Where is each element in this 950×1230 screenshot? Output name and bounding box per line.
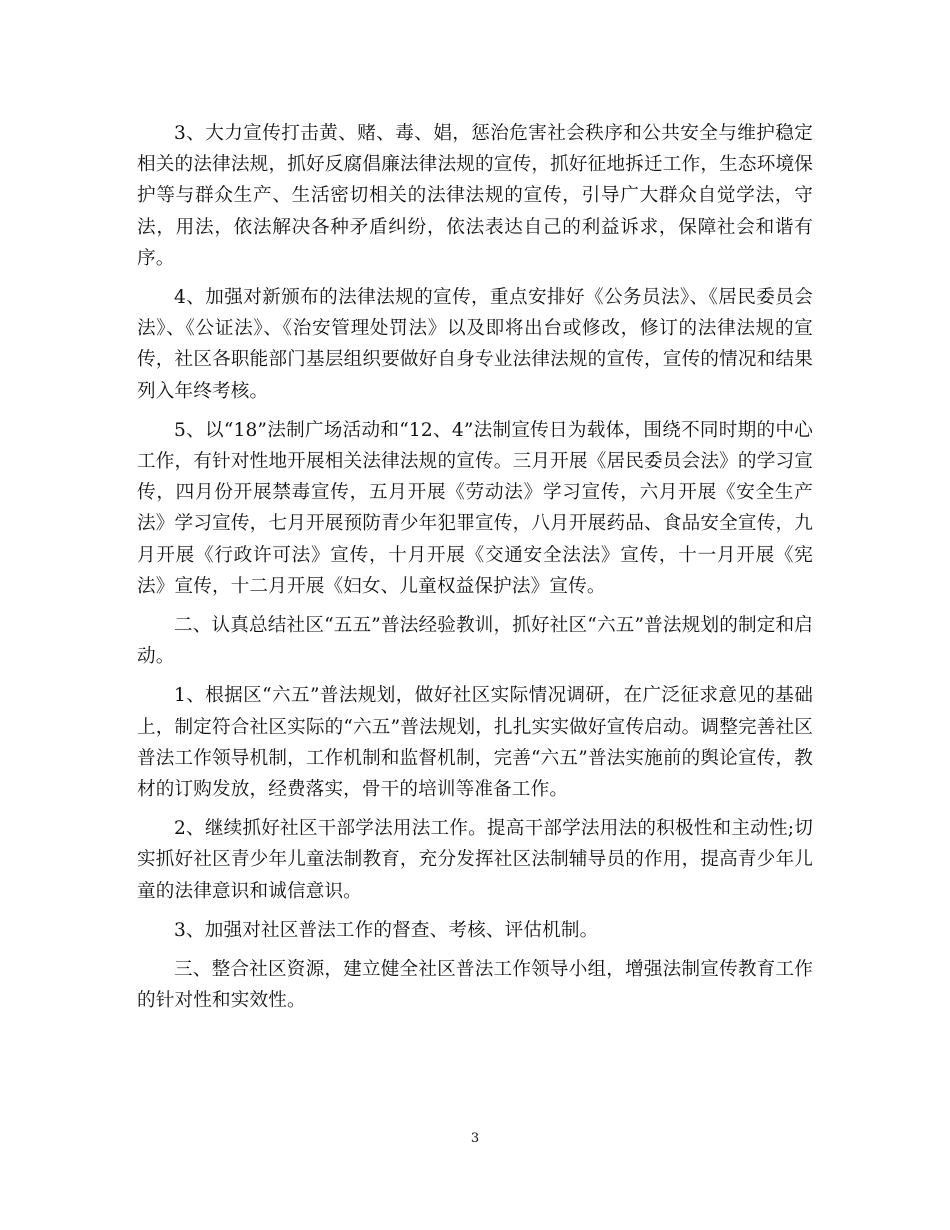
paragraph-item-2-cadres: 2、继续抓好社区干部学法用法工作。提高干部学法用法的积极性和主动性;切实抓好社区青少年儿童法制教育，充分发挥社区法制辅导员的作用，提高青少年儿童的法律意识和诚信意识。 — [137, 818, 813, 902]
section-heading-three: 三、整合社区资源，建立健全社区普法工作领导小组，增强法制宣传教育工作的针对性和实效性。 — [137, 959, 813, 1012]
paragraph-item-3-publicity: 3、大力宣传打击黄、赌、毒、娼，惩治危害社会秩序和公共安全与维护稳定相关的法律法规，抓好反腐倡廉法律法规的宣传，抓好征地拆迁工作，生态环境保护等与群众生产、生活密切相关的法律法规的宣传，引导广大群众自觉学法，守法，用法，依法解决各种矛盾纠纷，依法表达自己的利益诉求，保障社会和谐有序。 — [137, 123, 813, 269]
paragraph-item-5-monthly-plan: 5、以“18”法制广场活动和“12、4”法制宣传日为载体，围绕不同时期的中心工作，有针对性地开展相关法律法规的宣传。三月开展《居民委员会法》的学习宣传，四月份开展禁毒宣传，五月开展《劳动法》学习宣传，六月开展《安全生产法》学习宣传，七月开展预防青少年犯罪宣传，八月开展药品、食品安全宣传，九月开展《行政许可法》宣传，十月开展《交通安全法法》宣传，十一月开展《宪法》宣传，十二月开展《妇女、儿童权益保护法》宣传。 — [137, 419, 813, 597]
page-number: 3 — [470, 1131, 480, 1146]
section-heading-two: 二、认真总结社区“五五”普法经验教训，抓好社区“六五”普法规划的制定和启动。 — [137, 615, 813, 668]
paragraph-item-4-new-laws: 4、加强对新颁布的法律法规的宣传，重点安排好《公务员法》、《居民委员会法》、《公证法》、《治安管理处罚法》以及即将出台或修改，修订的法律法规的宣传，社区各职能部门基层组织要做好自身专业法律法规的宣传，宣传的情况和结果列入年终考核。 — [137, 287, 813, 402]
paragraph-item-1-planning: 1、根据区“六五”普法规划，做好社区实际情况调研，在广泛征求意见的基础上，制定符合社区实际的“六五”普法规划，扎扎实实做好宣传启动。调整完善社区普法工作领导机制，工作机制和监督机制，完善“六五”普法实施前的舆论宣传，教材的订购发放，经费落实，骨干的培训等准备工作。 — [137, 685, 813, 801]
paragraph-item-3-supervision: 3、加强对社区普法工作的督查、考核、评估机制。 — [174, 919, 599, 941]
document-body — [137, 118, 813, 1024]
